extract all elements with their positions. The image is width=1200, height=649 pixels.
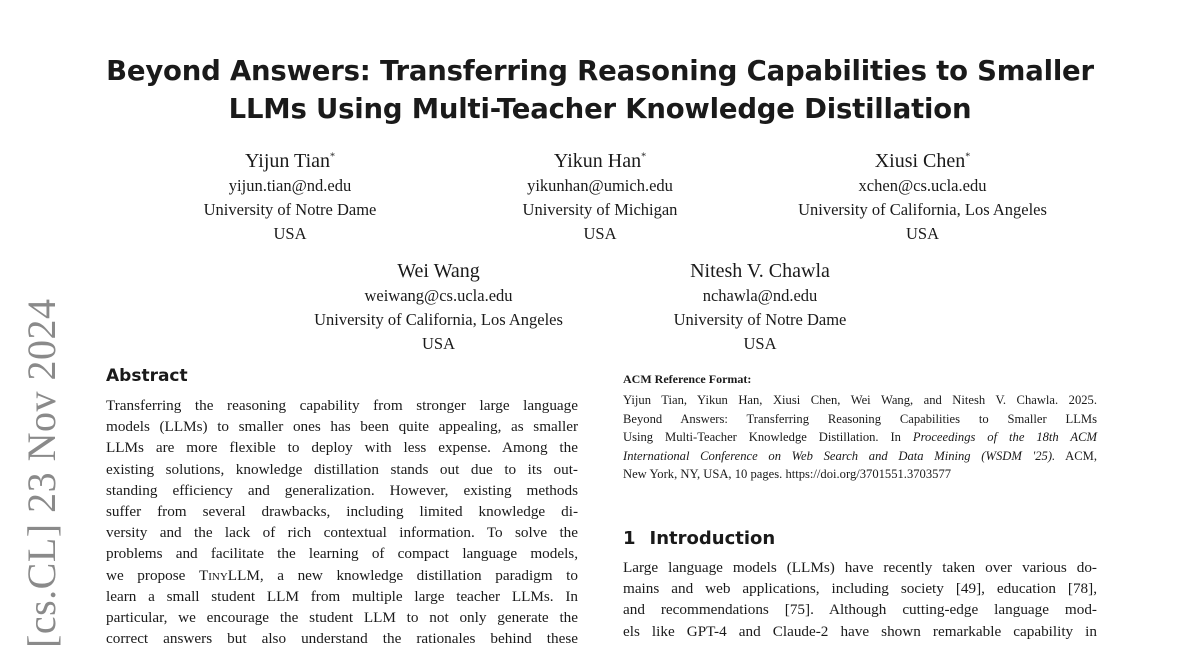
abstract-line: Transferring the reasoning capability from stronger large language: [106, 397, 578, 414]
acm-reference-heading: ACM Reference Format:: [623, 372, 752, 386]
author-block-5: [620, 258, 900, 356]
abstract-line: standing efficiency and generalization. However, existing methods: [106, 481, 578, 499]
author-name: Xiusi Chen*: [874, 150, 971, 172]
intro-line: Large language models (LLMs) have recently taken over various do-: [623, 559, 1097, 576]
author-email[interactable]: nchawla@nd.edu: [702, 286, 818, 305]
author-email[interactable]: xchen@cs.ucla.edu: [858, 176, 987, 195]
paper-title: [90, 52, 1110, 128]
author-mark: *: [330, 151, 336, 163]
author-email[interactable]: yikunhan@umich.edu: [527, 176, 673, 195]
introduction-body: [623, 557, 1097, 642]
intro-line: and recommendations [75]. Although cutting-edge language mod-: [623, 601, 1097, 619]
author-block-4: [276, 258, 601, 356]
section-number: 1: [623, 528, 636, 549]
arxiv-sidebar: [18, 300, 78, 648]
acm-line: International Conference on Web Search and Data Mining (WSDM '25). ACM,: [623, 448, 1098, 463]
author-name: Nitesh V. Chawla: [690, 260, 830, 282]
author-affiliation: University of California, Los Angeles: [798, 200, 1047, 219]
author-country: USA: [273, 224, 307, 243]
abstract-line: suffer from several drawbacks, including limited knowledge di-: [106, 503, 578, 521]
abstract-line: correct answers but also understand the rationales behind these: [106, 630, 578, 648]
author-affiliation: University of California, Los Angeles: [314, 310, 563, 329]
intro-line: mains and web applications, including society [49], education [78],: [623, 580, 1097, 598]
abstract-body: [106, 395, 578, 649]
author-name: Yikun Han*: [553, 150, 647, 172]
acm-doi-line[interactable]: New York, NY, USA, 10 pages. https://doi.org/3701551.3703577: [623, 467, 952, 481]
acm-reference-body: [623, 391, 1097, 484]
abstract-line: versity and the lack of rich contextual information. To solve the: [106, 524, 578, 542]
author-block-3: [760, 148, 1085, 246]
author-block-2: [460, 148, 740, 246]
acm-line: Using Multi-Teacher Knowledge Distillation. In Proceedings of the 18th ACM: [623, 430, 1097, 444]
author-country: USA: [743, 334, 777, 353]
section-title: Introduction: [649, 528, 776, 549]
author-country: USA: [905, 224, 939, 243]
author-email[interactable]: yijun.tian@nd.edu: [228, 176, 352, 195]
title-line-2: LLMs Using Multi-Teacher Knowledge Distillation: [228, 93, 972, 125]
author-affiliation: University of Michigan: [522, 200, 678, 219]
abstract-line: LLMs are more flexible to deploy with less expense. Among the: [106, 439, 578, 457]
abstract-line: existing solutions, knowledge distillation stands out due to its out-: [106, 460, 578, 478]
abstract-line: particular, we encourage the student LLM to not only generate the: [106, 609, 578, 627]
author-name: Yijun Tian*: [244, 150, 336, 172]
author-affiliation: University of Notre Dame: [203, 200, 377, 219]
abstract-heading: Abstract: [106, 366, 188, 386]
abstract-line-method: we propose TinyLLM, a new knowledge distillation paradigm to: [106, 566, 578, 584]
author-email[interactable]: weiwang@cs.ucla.edu: [364, 286, 513, 305]
acm-line: Yijun Tian, Yikun Han, Xiusi Chen, Wei Wang, and Nitesh V. Chawla. 2025.: [623, 393, 1097, 407]
abstract-line: problems and facilitate the learning of compact language models,: [106, 545, 578, 563]
author-name: Wei Wang: [397, 260, 480, 282]
arxiv-stamp: [cs.CL] 23 Nov 2024: [19, 298, 64, 648]
abstract-line: models (LLMs) to smaller ones has been quite appealing, as smaller: [106, 418, 578, 436]
method-name: TinyLLM: [198, 566, 260, 584]
abstract-line: learn a small student LLM from multiple large teacher LLMs. In: [106, 587, 578, 605]
title-line-1: Beyond Answers: Transferring Reasoning Capabilities to Smaller: [106, 55, 1094, 87]
acm-line: Beyond Answers: Transferring Reasoning Capabilities to Smaller LLMs: [623, 411, 1097, 426]
author-country: USA: [583, 224, 617, 243]
introduction-heading: [623, 528, 775, 549]
intro-line: els like GPT-4 and Claude-2 have shown remarkable capability in: [623, 622, 1097, 640]
author-mark: *: [965, 151, 971, 163]
author-affiliation: University of Notre Dame: [673, 310, 847, 329]
author-mark: *: [641, 151, 647, 163]
author-block-1: [150, 148, 430, 246]
author-country: USA: [421, 334, 455, 353]
